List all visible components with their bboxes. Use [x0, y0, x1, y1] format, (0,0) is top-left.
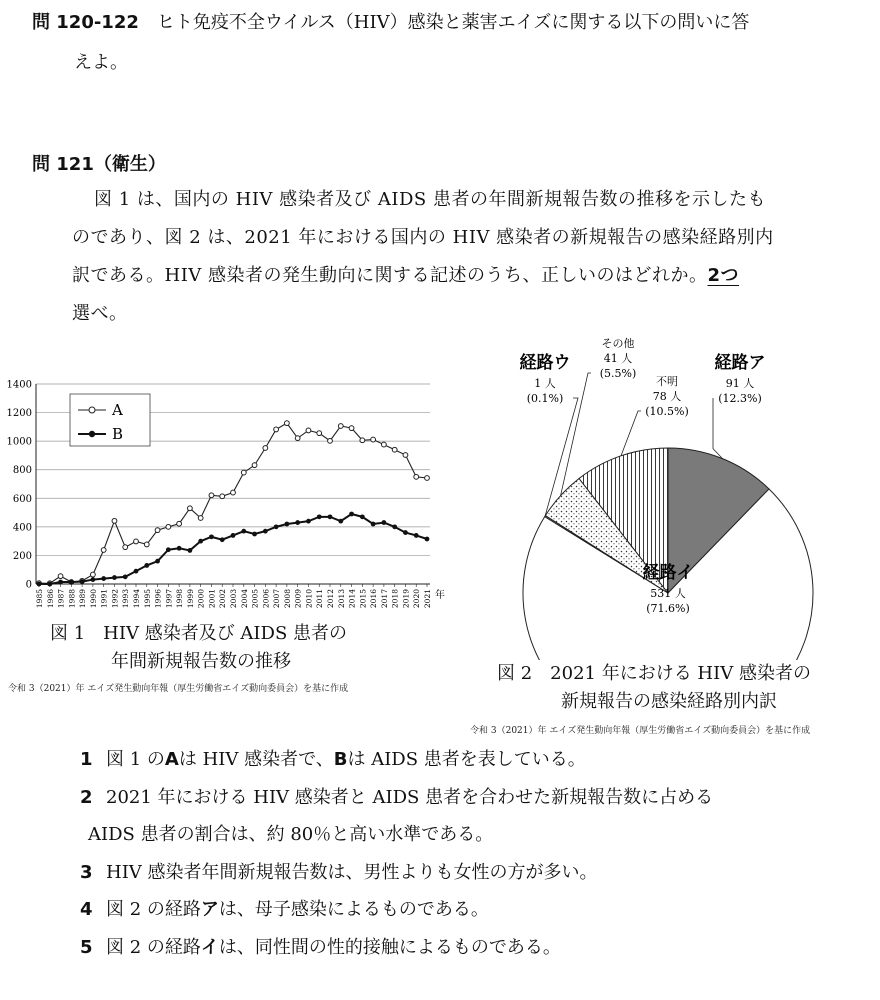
data-point-B: [198, 539, 203, 544]
x-tick-label: 1986: [45, 589, 55, 609]
option-text: 図 2 の経路: [106, 936, 201, 958]
data-point-A: [295, 436, 300, 441]
question-group-number: 問 120-122: [32, 12, 139, 33]
x-tick-label: 1997: [164, 589, 174, 609]
figure1-caption-line-2: 年間新規報告数の推移: [111, 651, 291, 672]
data-point-A: [209, 493, 214, 498]
y-tick-label: 1000: [6, 436, 32, 448]
option-text: は、同性間の性的接触によるものである。: [218, 936, 561, 958]
question-group-text-cont: えよ。: [74, 52, 128, 73]
pie-label-unknown: 不明: [656, 375, 678, 388]
data-point-B: [338, 519, 343, 524]
data-point-A: [155, 528, 160, 533]
option-2-continued: AIDS 患者の割合は、約 80％と高い水準である。: [88, 824, 494, 845]
y-tick-label: 800: [12, 465, 32, 477]
data-point-B: [231, 533, 236, 538]
x-tick-label: 2005: [250, 589, 260, 609]
option-number: 2: [80, 786, 93, 808]
option-number: 4: [80, 899, 93, 920]
data-point-A: [58, 574, 63, 579]
y-axis-ticks: [7, 380, 32, 591]
option-3: [80, 858, 598, 888]
chart-legend: [70, 394, 150, 446]
x-tick-label: 2010: [304, 589, 314, 609]
pie-count-route-i: 531 人: [650, 587, 686, 600]
x-axis-label: 年: [435, 590, 445, 601]
pie-count-route-u: 1 人: [534, 377, 556, 390]
x-tick-label: 1989: [78, 589, 88, 609]
option-number: 3: [80, 861, 93, 883]
data-point-A: [414, 474, 419, 479]
option-text: A: [164, 749, 179, 770]
x-tick-label: 1995: [142, 589, 152, 609]
data-point-A: [338, 424, 343, 429]
leader-unknown: [621, 411, 641, 456]
figure2-pie-chart: [470, 330, 880, 660]
data-point-A: [177, 521, 182, 526]
data-point-A: [403, 453, 408, 458]
option-4: [80, 895, 489, 925]
data-point-B: [306, 519, 311, 524]
data-point-B: [47, 582, 52, 587]
x-tick-label: 1999: [185, 589, 195, 609]
x-tick-label: 2017: [379, 589, 389, 609]
option-text: ア: [200, 899, 219, 920]
figure2-caption-line-1: 図 2 2021 年における HIV 感染者の: [497, 663, 811, 684]
data-point-A: [392, 447, 397, 452]
pie-percent-route-i: (71.6%): [646, 602, 690, 615]
x-tick-label: 2020: [412, 589, 422, 609]
pie-label-route-a: 経路ア: [714, 353, 766, 373]
data-point-B: [155, 559, 160, 564]
data-point-B: [414, 533, 419, 538]
data-point-A: [360, 438, 365, 443]
pie-count-other: 41 人: [603, 352, 633, 365]
figure1-source: 令和 3（2021）年 エイズ発生動向年報（厚生労働省エイズ動向委員会）を基に作成: [8, 684, 349, 694]
x-tick-label: 2014: [347, 589, 357, 609]
data-point-A: [220, 494, 225, 499]
data-point-A: [349, 426, 354, 431]
data-point-A: [274, 427, 279, 432]
series-line-B: [39, 514, 427, 584]
y-tick-label: 0: [25, 579, 32, 591]
option-text: は HIV 感染者で、: [178, 749, 334, 770]
question-line-3: [72, 259, 739, 292]
x-tick-label: 2011: [315, 589, 325, 609]
pie-percent-route-u: (0.1%): [526, 392, 564, 405]
x-tick-label: 1994: [132, 589, 141, 609]
pie-count-route-a: 91 人: [725, 377, 755, 390]
question-line-4: 選べ。: [72, 303, 128, 324]
y-tick-label: 1400: [6, 379, 32, 391]
x-axis-ticks: [35, 584, 432, 608]
data-point-B: [112, 575, 117, 580]
x-tick-label: 2015: [358, 589, 368, 609]
data-point-A: [425, 476, 430, 481]
data-point-B: [220, 537, 225, 542]
figure2-caption-line-2: 新規報告の感染経路別内訳: [561, 691, 777, 712]
data-point-A: [284, 421, 289, 426]
data-point-B: [241, 529, 246, 534]
data-point-A: [90, 572, 95, 577]
select-count-emphasis: 2つ: [707, 265, 740, 286]
data-point-A: [101, 548, 106, 553]
data-point-B: [425, 537, 430, 542]
data-point-B: [371, 522, 376, 527]
question-group-text: ヒト免疫不全ウイルス（HIV）感染と薬害エイズに関する以下の問いに答: [156, 12, 750, 33]
data-point-B: [144, 563, 149, 568]
data-point-B: [381, 520, 386, 525]
y-tick-label: 400: [12, 522, 32, 534]
x-tick-label: 2019: [401, 589, 411, 609]
data-point-B: [58, 580, 63, 585]
data-point-A: [252, 463, 257, 468]
data-point-B: [123, 574, 128, 579]
data-point-B: [101, 576, 106, 581]
x-tick-label: 1992: [110, 589, 120, 609]
pie-label-other: その他: [601, 337, 635, 350]
question-number: 問 121（衛生）: [32, 154, 166, 175]
x-tick-label: 2008: [282, 589, 292, 609]
option-number: 5: [80, 936, 93, 958]
option-number: 1: [80, 749, 93, 770]
data-point-A: [187, 506, 192, 511]
x-tick-label: 2021: [423, 589, 432, 609]
x-tick-label: 2004: [239, 589, 249, 609]
option-text: 図 2 の経路: [106, 899, 201, 920]
question-line-3-text: 訳である。HIV 感染者の発生動向に関する記述のうち、正しいのはどれか。: [72, 265, 708, 286]
data-point-B: [360, 514, 365, 519]
x-tick-label: 2000: [196, 589, 206, 609]
x-tick-label: 1998: [175, 589, 185, 609]
data-point-B: [284, 522, 289, 527]
legend-marker-A: [89, 407, 95, 413]
data-point-B: [69, 580, 74, 585]
figure2-source: 令和 3（2021）年 エイズ発生動向年報（厚生労働省エイズ動向委員会）を基に作成: [470, 726, 811, 736]
data-point-A: [144, 542, 149, 547]
y-tick-label: 600: [12, 493, 32, 505]
option-text: HIV 感染者年間新規報告数は、男性よりも女性の方が多い。: [106, 861, 598, 883]
data-point-B: [80, 579, 85, 584]
data-point-A: [112, 518, 117, 523]
data-point-B: [187, 548, 192, 553]
x-tick-label: 2009: [293, 589, 303, 609]
leader-route-a: [713, 398, 722, 459]
option-text: 2021 年における HIV 感染者と AIDS 患者を合わせた新規報告数に占める: [106, 786, 714, 808]
data-point-A: [166, 524, 171, 529]
x-tick-label: 1991: [99, 589, 109, 609]
data-point-A: [317, 431, 322, 436]
y-tick-label: 200: [12, 550, 32, 562]
data-point-B: [177, 546, 182, 551]
data-point-B: [37, 582, 42, 587]
option-2: [80, 783, 713, 813]
x-tick-label: 1996: [153, 589, 163, 609]
legend-box: [70, 394, 150, 446]
x-tick-label: 2007: [272, 589, 282, 609]
x-tick-label: 2013: [336, 589, 346, 609]
data-point-B: [252, 532, 257, 537]
pie-percent-route-a: (12.3%): [718, 392, 762, 405]
data-point-A: [198, 516, 203, 521]
question-group-header: [32, 8, 852, 38]
series-line-A: [39, 423, 427, 583]
option-text: は、母子感染によるものである。: [218, 899, 489, 920]
option-text: は AIDS 患者を表している。: [347, 749, 586, 770]
data-point-B: [166, 547, 171, 552]
data-point-A: [381, 442, 386, 447]
data-point-B: [349, 512, 354, 517]
x-tick-label: 1987: [56, 589, 66, 609]
x-tick-label: 2003: [229, 589, 238, 609]
data-point-A: [231, 490, 236, 495]
legend-label-B: B: [112, 425, 124, 443]
x-tick-label: 2018: [390, 589, 400, 609]
pie-slices: [523, 448, 813, 660]
x-tick-label: 2002: [218, 589, 228, 609]
data-point-B: [328, 514, 333, 519]
data-point-A: [123, 545, 128, 550]
data-point-B: [90, 577, 95, 582]
option-5: [80, 933, 561, 963]
x-tick-label: 2016: [369, 589, 379, 609]
data-point-A: [134, 539, 139, 544]
data-point-A: [306, 428, 311, 433]
pie-count-unknown: 78 人: [652, 390, 682, 403]
x-tick-label: 1993: [121, 589, 131, 609]
pie-percent-other: (5.5%): [599, 367, 637, 380]
x-tick-label: 1990: [88, 589, 98, 609]
data-point-A: [263, 446, 268, 451]
figure1-line-chart: [0, 370, 460, 620]
x-tick-label: 1985: [35, 589, 44, 609]
option-1: [80, 745, 586, 775]
data-point-B: [317, 514, 322, 519]
pie-percent-unknown: (10.5%): [645, 405, 689, 418]
question-line-1: 図 1 は、国内の HIV 感染者及び AIDS 患者の年間新規報告数の推移を示したも: [94, 189, 766, 210]
option-text: B: [333, 749, 348, 770]
legend-marker-B: [89, 431, 95, 437]
option-text: 図 1 の: [106, 749, 165, 770]
data-point-A: [328, 438, 333, 443]
x-tick-label: 2006: [261, 589, 271, 609]
pie-label-route-i: 経路イ: [642, 563, 694, 583]
x-tick-label: 2001: [207, 589, 217, 609]
data-point-B: [134, 569, 139, 574]
data-point-B: [274, 524, 279, 529]
data-point-A: [371, 437, 376, 442]
data-point-A: [241, 470, 246, 475]
legend-label-A: A: [112, 401, 123, 419]
x-tick-label: 1988: [67, 589, 77, 609]
option-text: イ: [200, 936, 219, 958]
x-tick-label: 2012: [326, 589, 335, 609]
data-point-B: [403, 530, 408, 535]
data-point-B: [263, 529, 268, 534]
figure1-caption-line-1: 図 1 HIV 感染者及び AIDS 患者の: [50, 623, 348, 644]
y-tick-label: 1200: [6, 408, 32, 420]
pie-label-route-u: 経路ウ: [519, 353, 571, 373]
question-line-2: のであり、図 2 は、2021 年における国内の HIV 感染者の新規報告の感染経路別内: [72, 227, 774, 248]
data-point-B: [392, 524, 397, 529]
data-point-B: [295, 520, 300, 525]
data-point-B: [209, 534, 214, 539]
